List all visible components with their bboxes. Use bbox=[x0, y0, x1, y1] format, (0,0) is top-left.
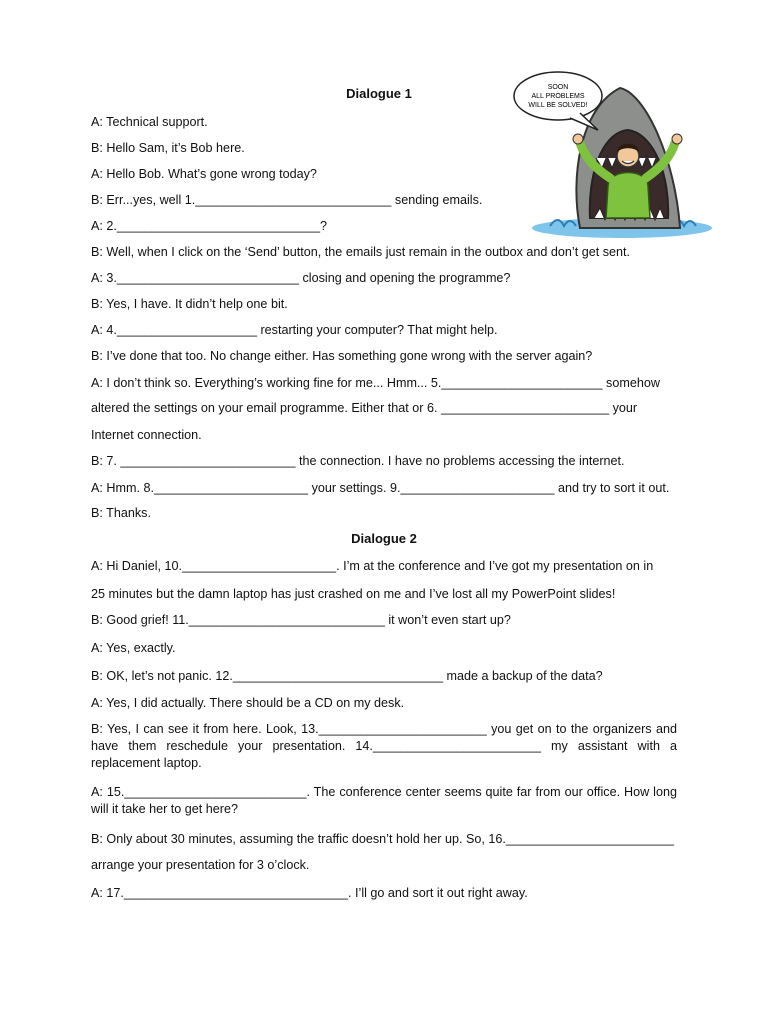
speech-bubble-line-3: WILL BE SOLVED! bbox=[528, 102, 588, 109]
dialogue-1-line: B: Hello Sam, it’s Bob here. bbox=[91, 141, 245, 155]
dialogue-2-paragraph: B: Yes, I can see it from here. Look, 13.________________________ you get on to the organizers and have them reschedule your presentation. 14.________________________ my assistant with a replacement laptop. bbox=[91, 722, 677, 770]
dialogue-1-line: Internet connection. bbox=[91, 428, 202, 442]
dialogue-1-title: Dialogue 1 bbox=[346, 86, 412, 101]
dialogue-1-line: B: 7. _________________________ the connection. I have no problems accessing the internet. bbox=[91, 454, 625, 468]
dialogue-1-line: A: Technical support. bbox=[91, 115, 208, 129]
dialogue-2-line: A: Hi Daniel, 10.______________________. I’m at the conference and I’ve got my presentation on in bbox=[91, 559, 654, 573]
shark-with-man-illustration bbox=[510, 68, 725, 243]
dialogue-1-line: A: I don’t think so. Everything’s working fine for me... Hmm... 5._______________________ somehow bbox=[91, 376, 660, 390]
dialogue-2-line: B: OK, let’s not panic. 12.______________________________ made a backup of the data? bbox=[91, 669, 603, 683]
dialogue-2-paragraph: A: 15.__________________________. The conference center seems quite far from our office. How long will it take her to get here? bbox=[91, 785, 677, 816]
dialogue-2-title: Dialogue 2 bbox=[351, 531, 417, 546]
dialogue-1-line: A: 2._____________________________? bbox=[91, 219, 328, 233]
dialogue-2-line: A: 17.________________________________. I’ll go and sort it out right away. bbox=[91, 886, 528, 900]
dialogue-2-line: A: Yes, I did actually. There should be a CD on my desk. bbox=[91, 696, 405, 710]
dialogue-1-line: B: Thanks. bbox=[91, 506, 151, 520]
dialogue-1-line: B: Well, when I click on the ‘Send’ button, the emails just remain in the outbox and don’t get sent. bbox=[91, 245, 631, 259]
dialogue-1-line: A: Hello Bob. What’s gone wrong today? bbox=[91, 167, 317, 181]
dialogue-1-line: A: 4.____________________ restarting your computer? That might help. bbox=[91, 323, 498, 337]
dialogue-2-line: 25 minutes but the damn laptop has just crashed on me and I’ve lost all my PowerPoint slides! bbox=[91, 587, 616, 601]
dialogue-1-line: altered the settings on your email programme. Either that or 6. ________________________ your bbox=[91, 401, 638, 415]
dialogue-2-line: B: Only about 30 minutes, assuming the traffic doesn’t hold her up. So, 16.________________________ bbox=[91, 832, 675, 846]
speech-bubble-line-2: ALL PROBLEMS bbox=[531, 93, 585, 100]
dialogue-2-line: A: Yes, exactly. bbox=[91, 641, 176, 655]
speech-bubble-line-1: SOON bbox=[547, 84, 569, 91]
dialogue-1-line: A: Hmm. 8.______________________ your settings. 9.______________________ and try to sort it out. bbox=[91, 481, 670, 495]
dialogue-2-line: arrange your presentation for 3 o’clock. bbox=[91, 858, 310, 872]
dialogue-2-line: B: Good grief! 11.____________________________ it won’t even start up? bbox=[91, 613, 511, 627]
dialogue-1-line: A: 3.__________________________ closing and opening the programme? bbox=[91, 271, 511, 285]
dialogue-1-line: B: Yes, I have. It didn’t help one bit. bbox=[91, 297, 288, 311]
dialogue-1-line: B: Err...yes, well 1.____________________________ sending emails. bbox=[91, 193, 483, 207]
dialogue-1-line: B: I’ve done that too. No change either. Has something gone wrong with the server again? bbox=[91, 349, 593, 363]
